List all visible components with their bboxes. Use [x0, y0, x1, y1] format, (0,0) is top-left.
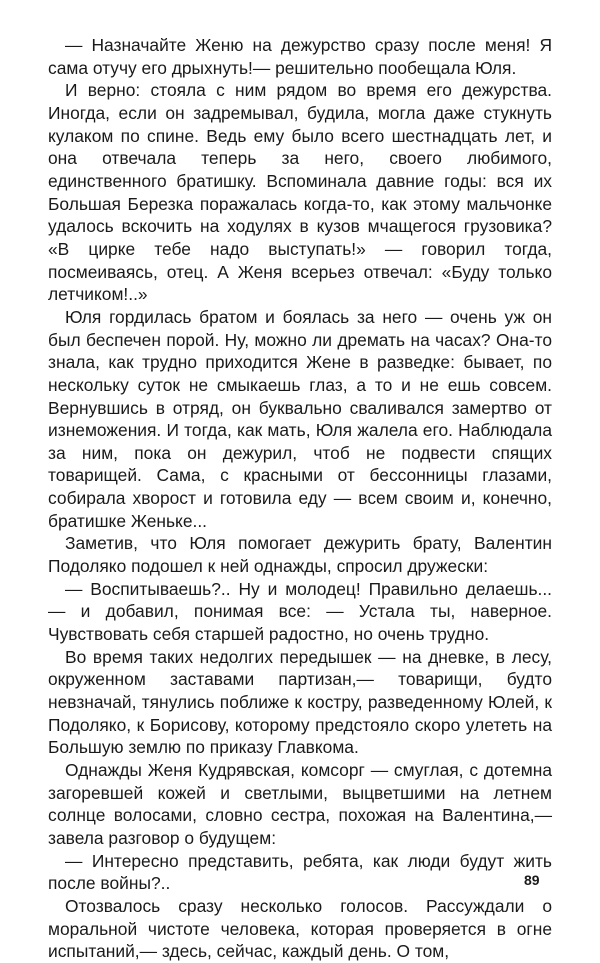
paragraph: Однажды Женя Кудрявская, комсорг — смуглая, с дотемна загоревшей кожей и светлыми, выцветшими на летнем солнце волосами, словно сестра, похожая на Валентина,— завела разговор о будущем: — [48, 760, 552, 848]
paragraph: Во время таких недолгих передышек — на дневке, в лесу, окруженном заставами партизан,— товарищи, будто невзначай, тянулись поближе к костру, разведенному Юлей, к Подоляко, к Борисову, которому предстояло скоро улететь на Большую землю по приказу Главкома. — [48, 646, 552, 758]
paragraph: Отозвалось сразу несколько голосов. Рассуждали о моральной чистоте человека, которая проверяется в огне испытаний,— здесь, сейчас, каждый день. О том, — [48, 895, 552, 962]
paragraph: И верно: стояла с ним рядом во время его дежурства. Иногда, если он задремывал, будила, могла даже стукнуть кулаком по спине. Ведь ему было всего шестнадцать лет, и она отвечала теперь за него, своего любимого, единственного братишку. Вспоминала давние годы: вся их Большая Березка поражалась когда-то, как этому мальчонке удалось вскочить на ходулях в кузов мчащегося грузовика? «В цирке тебе надо выступать!» — говорил тогда, посмеиваясь, отец. А Женя всерьез отвечал: «Буду только летчиком!..» — [48, 80, 552, 305]
paragraph: — Воспитываешь?.. Ну и молодец! Правильно делаешь... — и добавил, понимая все: — Устала ты, наверное. Чувствовать себя старшей радостно, но очень трудно. — [48, 578, 552, 645]
book-page-text — [48, 34, 552, 963]
page-number: 89 — [524, 872, 540, 888]
paragraph: — Интересно представить, ребята, как люди будут жить после войны?.. — [48, 850, 552, 894]
paragraph: Юля гордилась братом и боялась за него — очень уж он был беспечен порой. Ну, можно ли дремать на часах? Она-то знала, как трудно приходится Жене в разведке: бывает, по нескольку суток не смыкаешь глаз, а то и не ешь совсем. Вернувшись в отряд, он буквально сваливался замертво от изнеможения. И тогда, как мать, Юля жалела его. Наблюдала за ним, пока он дежурил, чтоб не подвести спящих товарищей. Сама, с красными от бессонницы глазами, собирала хворост и готовила еду — всем своим и, конечно, братишке Женьке... — [48, 306, 552, 531]
paragraph: — Назначайте Женю на дежурство сразу после меня! Я сама отучу его дрыхнуть!— решительно пообещала Юля. — [48, 35, 552, 78]
paragraph: Заметив, что Юля помогает дежурить брату, Валентин Подоляко подошел к ней однажды, спросил дружески: — [48, 533, 552, 577]
